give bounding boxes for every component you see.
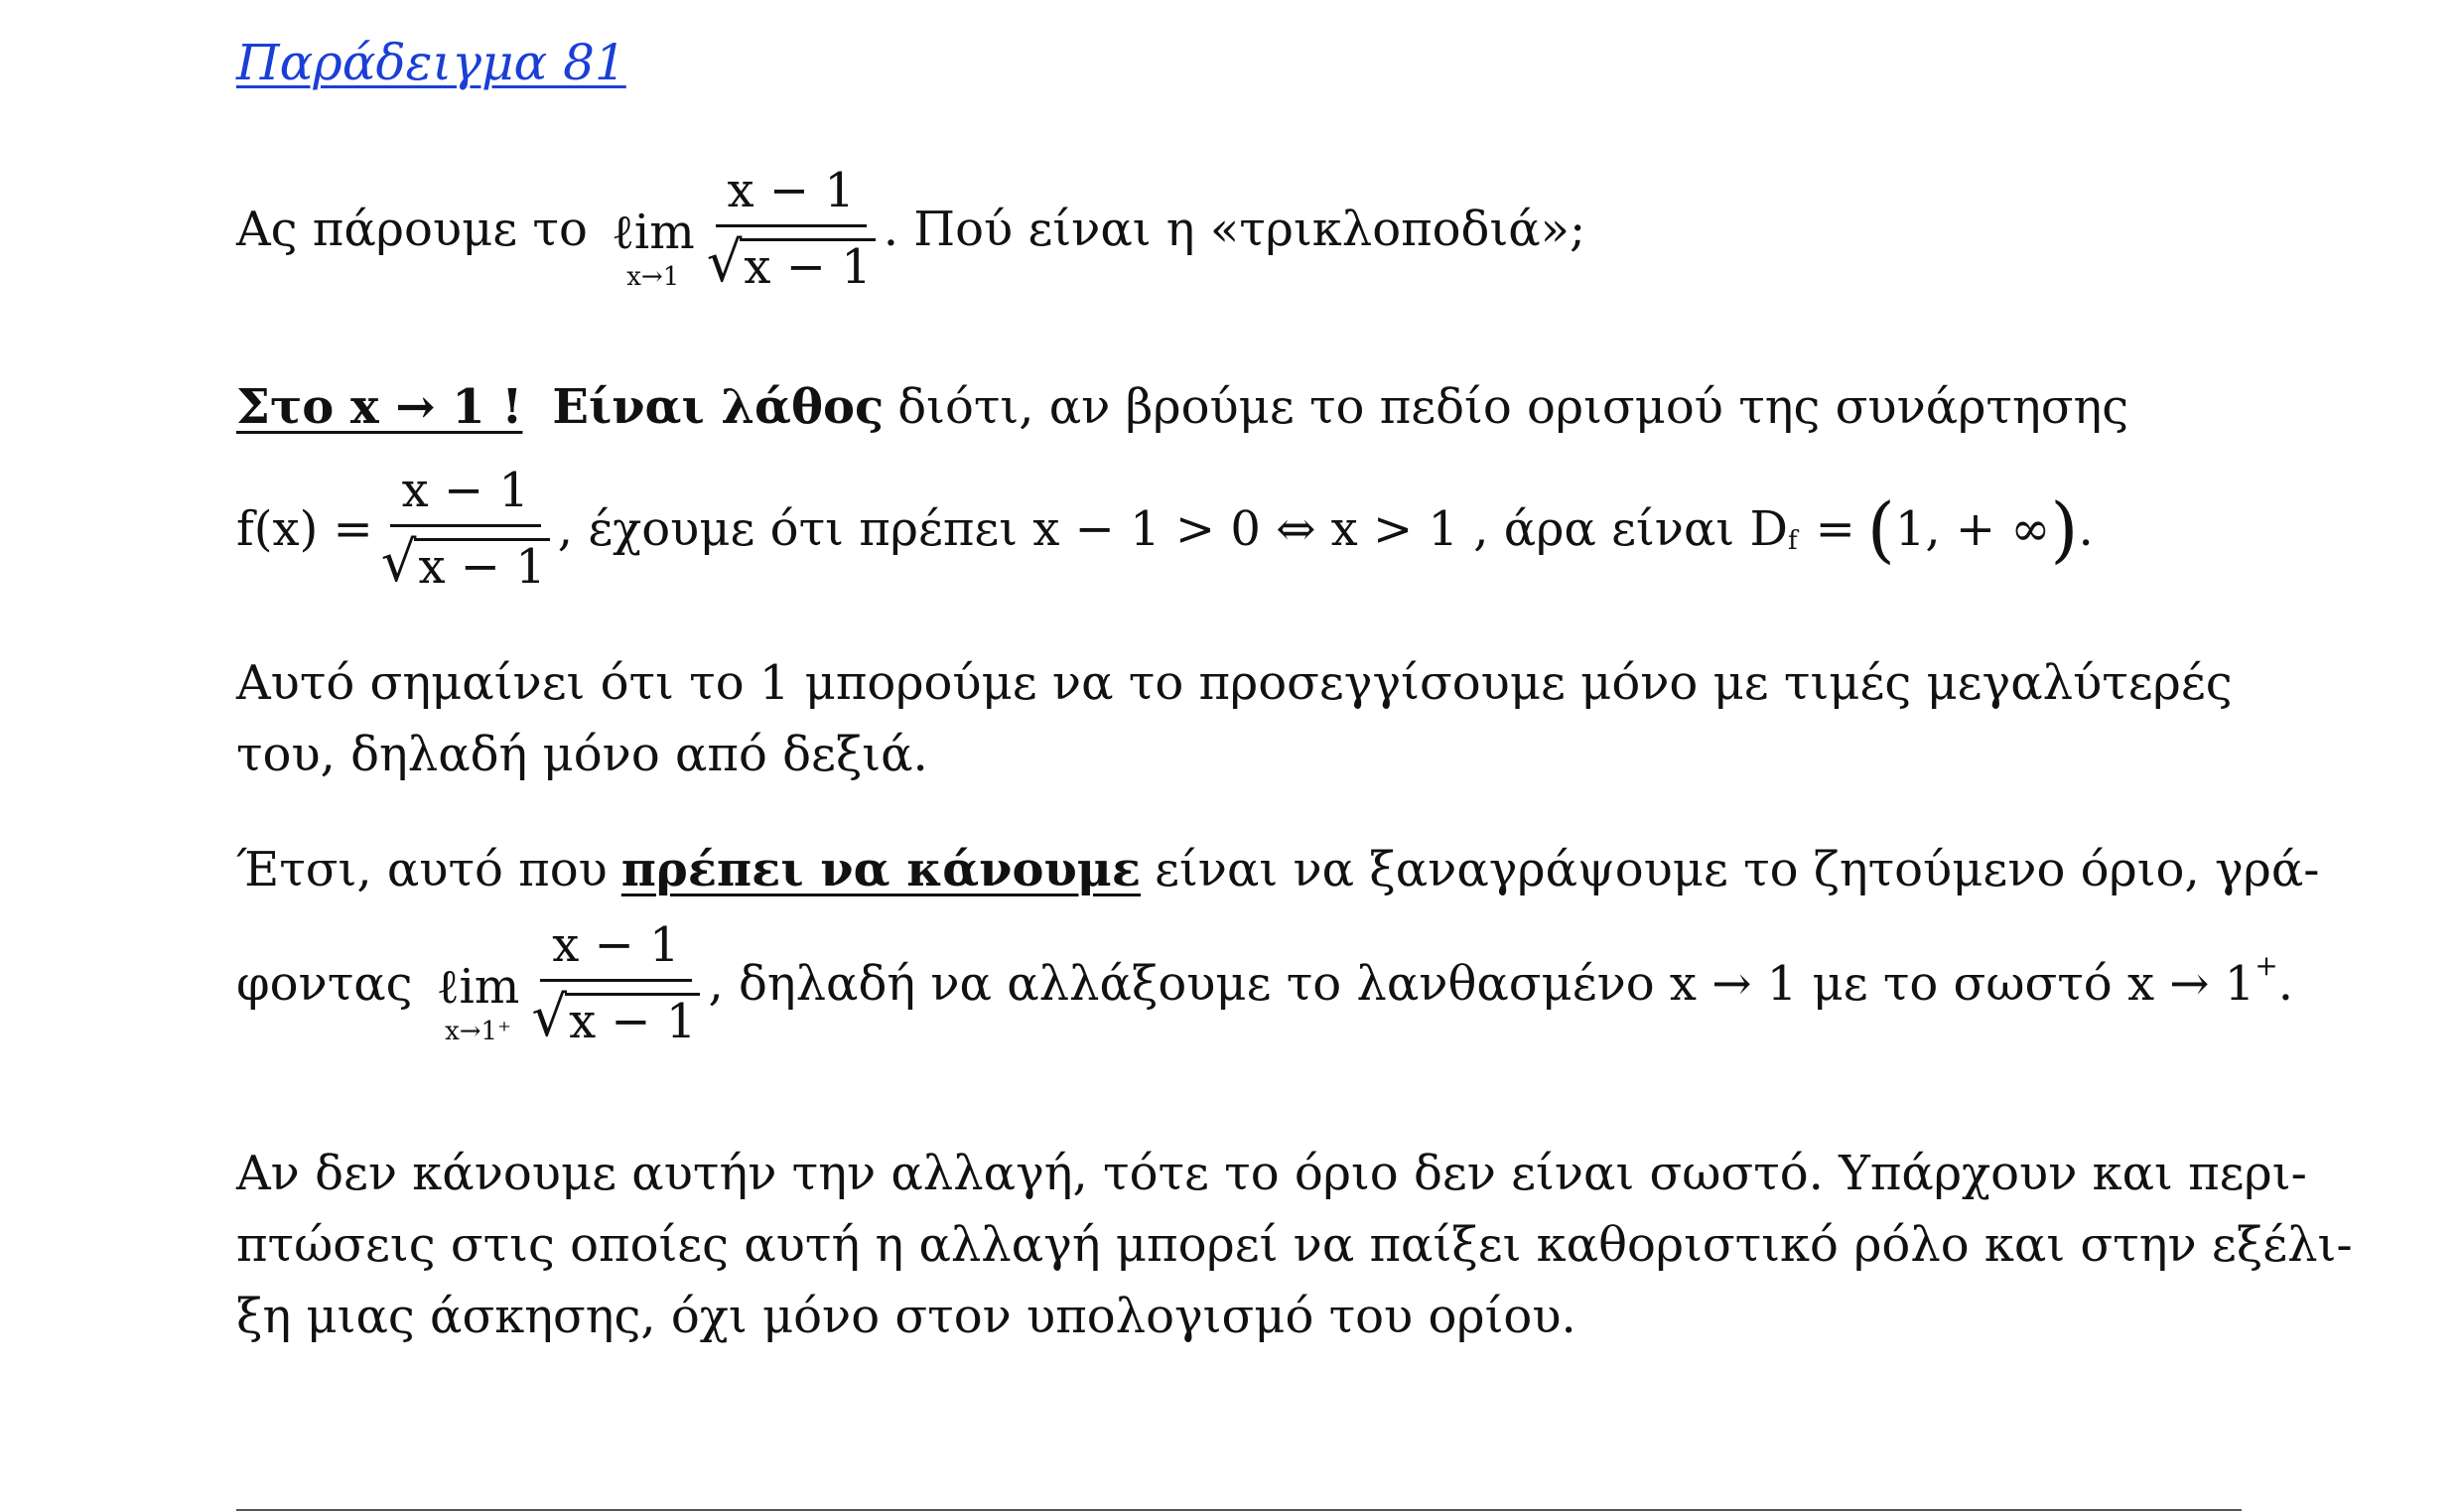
fraction-numerator: x − 1 (540, 921, 691, 982)
correction-text-start: Έτσι, αυτό που (236, 842, 608, 897)
period: . (2277, 955, 2294, 1012)
limit-operator (436, 958, 520, 1046)
mistake-text: διότι, αν βρούμε το πεδίο ορισμού της συνάρτησης (897, 379, 2129, 435)
fraction-numerator: x − 1 (390, 467, 541, 527)
limit-operator (611, 204, 695, 292)
corrected-limit-line (236, 917, 2294, 1049)
sqrt-icon: √ (706, 230, 743, 295)
corrected-intro: φοντας (236, 955, 413, 1012)
function-label: f(x) = (236, 500, 373, 557)
domain-text: , έχουμε ότι πρέπει x − 1 > 0 ⇔ x > 1 , άρα είναι D (557, 500, 1788, 557)
explanation-paragraph (236, 647, 2233, 790)
paragraph-line: ξη μιας άσκησης, όχι μόνο στον υπολογισμό του ορίου. (236, 1289, 1576, 1344)
limit-fraction (706, 163, 876, 295)
fraction-denominator (706, 227, 876, 295)
sqrt-radicand: x − 1 (740, 238, 875, 291)
sqrt-radicand: x − 1 (414, 538, 549, 591)
domain-subscript: f (1787, 525, 1798, 556)
fraction-numerator: x − 1 (716, 167, 867, 227)
sqrt-icon: √ (380, 530, 417, 595)
paragraph-line: πτώσεις στις οποίες αυτή η αλλαγή μπορεί να παίξει καθοριστικό ρόλο και στην εξέλι- (236, 1217, 2353, 1273)
wrong-label: Είναι λάθος (552, 379, 885, 435)
domain-line (236, 463, 2094, 595)
sqrt-radicand: x − 1 (565, 993, 700, 1045)
sqrt-icon: √ (531, 985, 568, 1049)
intro-question: . Πού είναι η «τρικλοποδιά»; (883, 201, 1586, 257)
paragraph-line: Αν δεν κάνουμε αυτήν την αλλαγή, τότε το όριο δεν είναι σωστό. Υπάρχουν και περι- (236, 1146, 2307, 1201)
intro-text: Ας πάρουμε το (236, 201, 588, 257)
fraction-denominator (380, 527, 550, 595)
domain-interval: 1, + ∞ (1894, 500, 2051, 557)
intro-line (236, 163, 1586, 295)
correction-text-end: είναι να ξαναγράψουμε το ζητούμενο όριο, γρά- (1155, 842, 2320, 897)
fraction-denominator (531, 982, 700, 1049)
lim-subscript: x→1 (626, 261, 680, 292)
paragraph-line: Αυτό σημαίνει ότι το 1 μπορούμε να το προσεγγίσουμε μόνο με τιμές μεγαλύτερές (236, 655, 2233, 711)
limit-fraction (531, 917, 700, 1049)
period: . (2078, 500, 2094, 557)
function-fraction (380, 463, 550, 595)
open-paren: ( (1866, 486, 1895, 571)
plus-superscript: + (2255, 948, 2278, 982)
closing-paragraph (236, 1138, 2353, 1352)
example-title-link[interactable]: Παράδειγμα 81 (236, 34, 626, 91)
mistake-line (236, 379, 2129, 435)
bottom-divider (236, 1509, 2242, 1511)
corrected-text: , δηλαδή να αλλάξουμε το λανθασμένο x → 1 με το σωστό x → 1 (708, 955, 2256, 1012)
lim-word: ℓim (436, 958, 520, 1015)
close-paren: ) (2050, 486, 2079, 571)
lim-word: ℓim (611, 204, 695, 260)
correction-line (236, 842, 2320, 897)
paragraph-line: του, δηλαδή μόνο από δεξιά. (236, 727, 928, 782)
equals-sign: = (1815, 500, 1855, 557)
mistake-highlight: Στο x → 1 ! (236, 379, 523, 435)
lim-subscript: x→1⁺ (445, 1016, 511, 1046)
correction-emphasis: πρέπει να κάνουμε (620, 842, 1142, 897)
